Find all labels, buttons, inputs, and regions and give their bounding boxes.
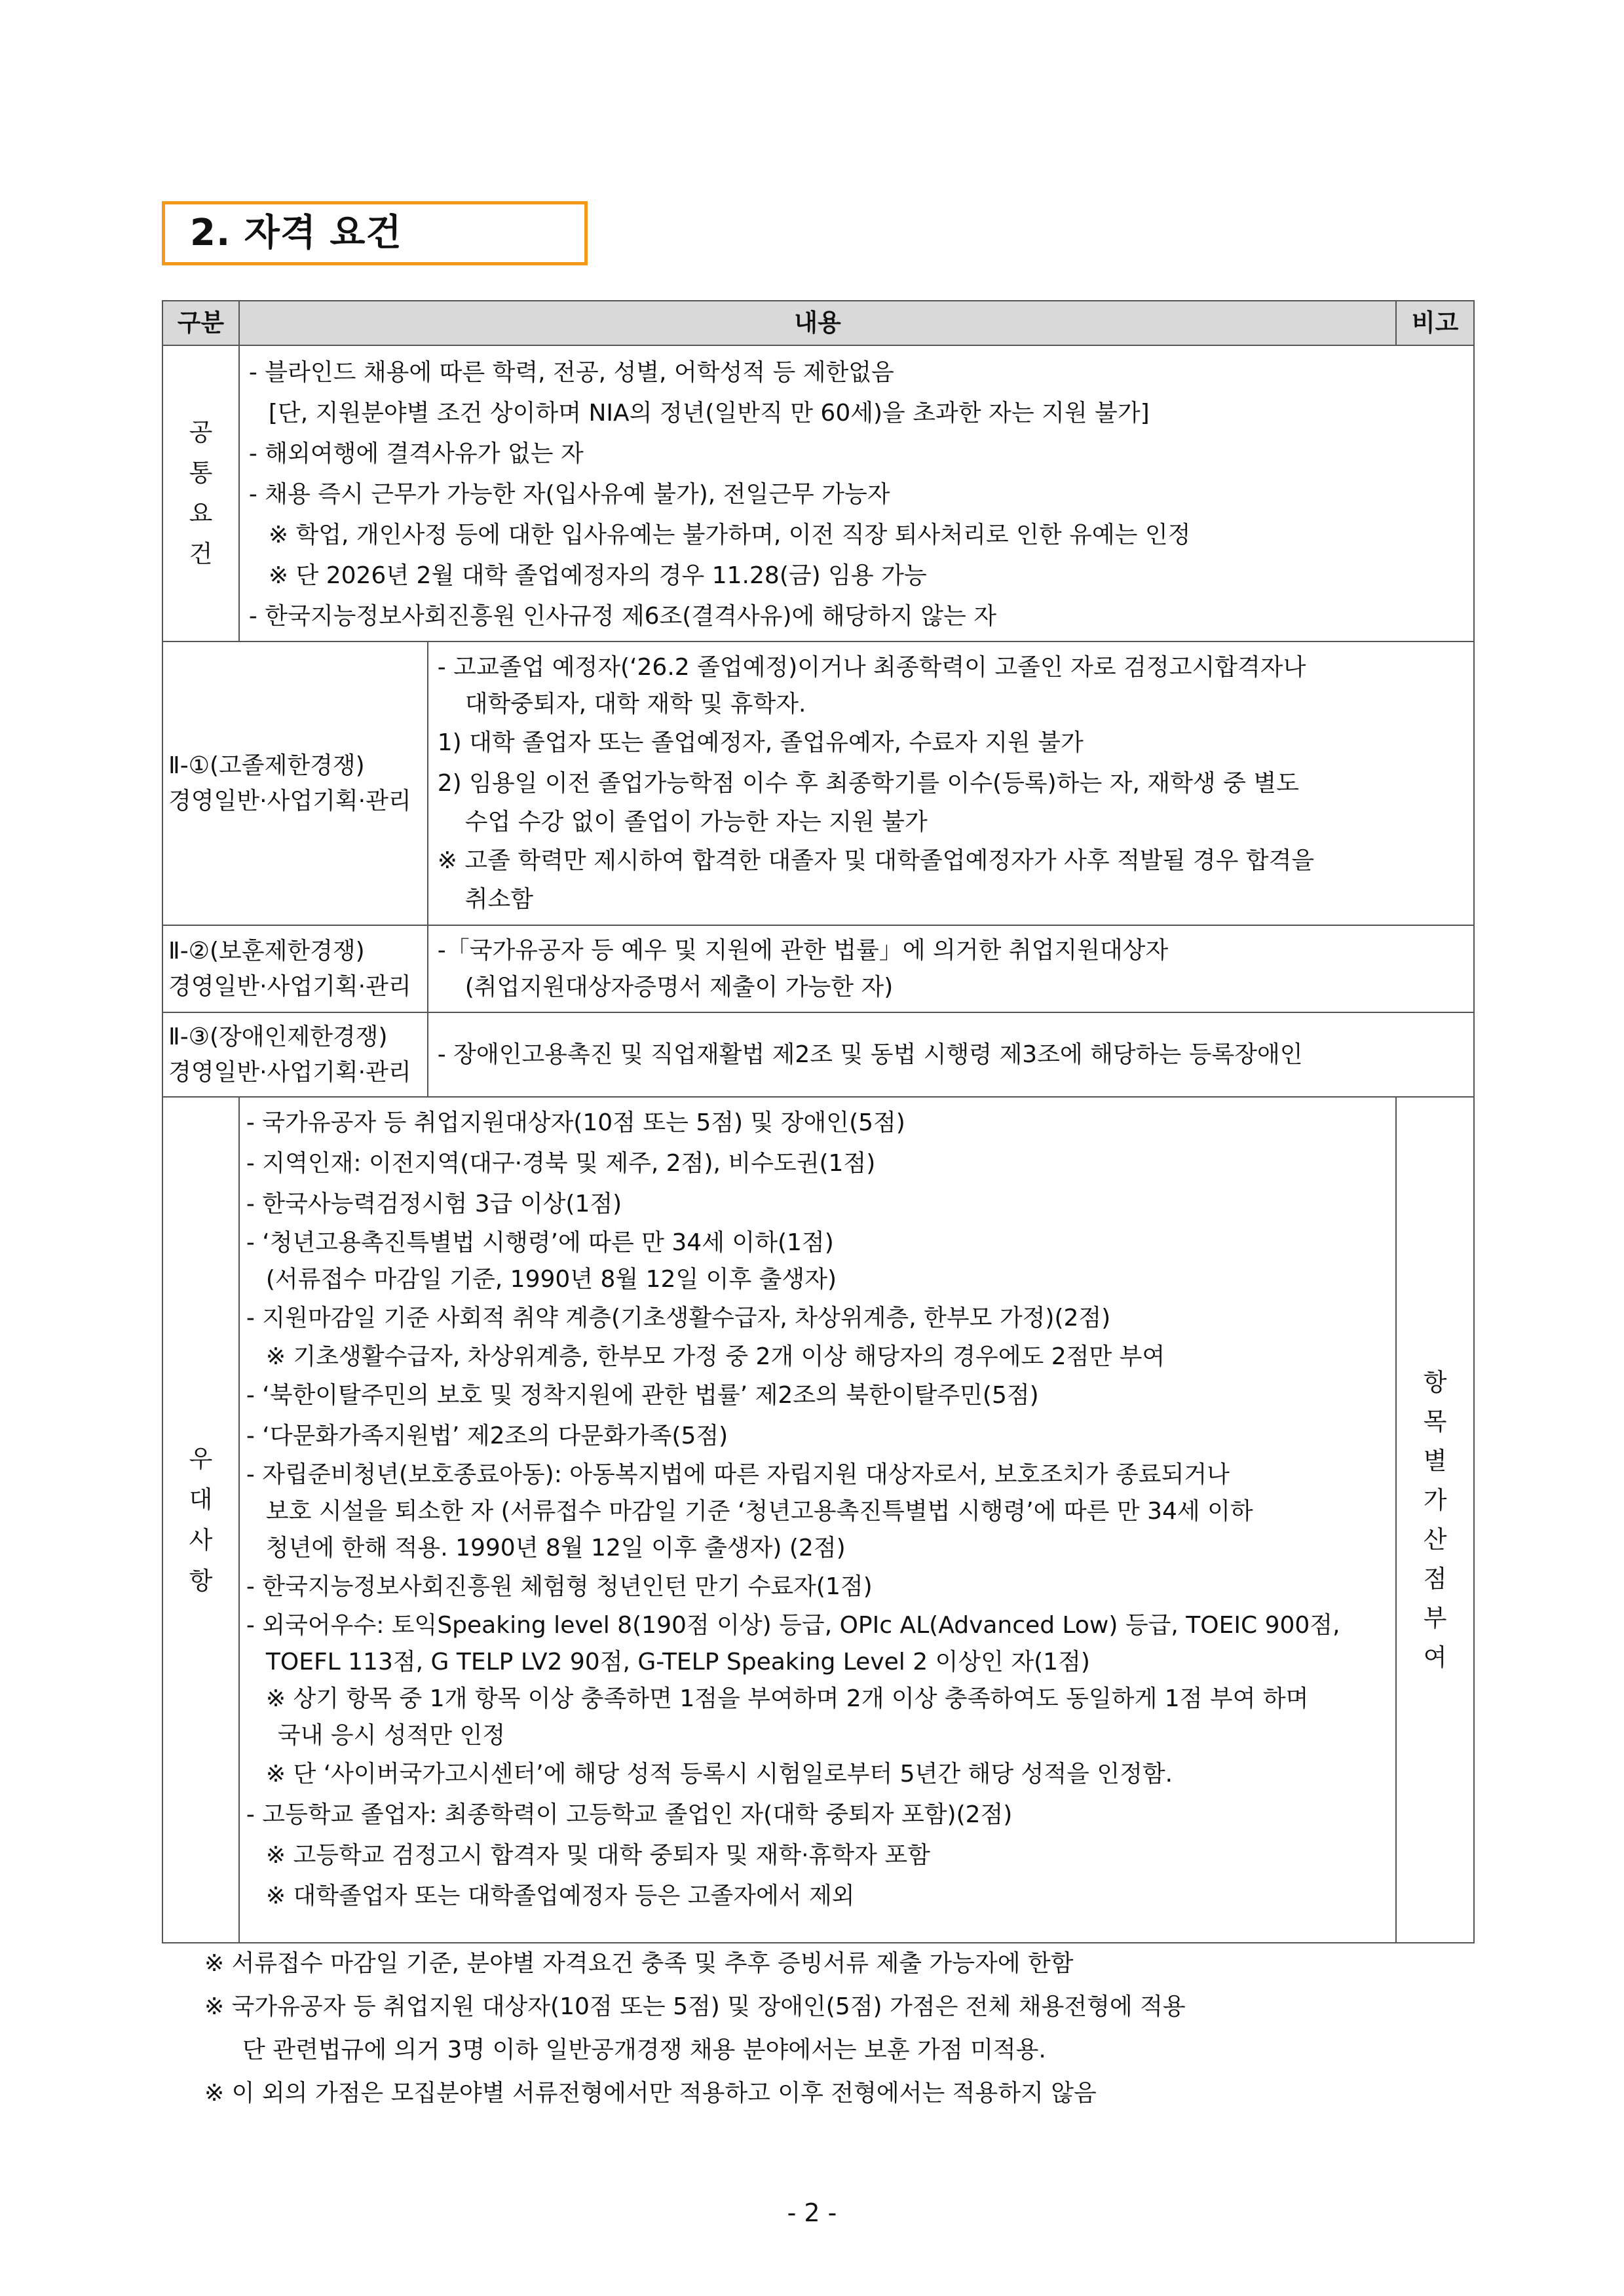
preference-label: 우 대 사 항 (162, 1097, 239, 1943)
list-item: - 국가유공자 등 취업지원대상자(10점 또는 5점) 및 장애인(5점) (246, 1109, 905, 1136)
list-item: 1) 대학 졸업자 또는 졸업예정자, 졸업유예자, 수료자 지원 불가 (437, 729, 1084, 756)
list-item: - 외국어우수: 토익Speaking level 8(190점 이상) 등급, OPIc AL(Advanced Low) 등급, TOEIC 900점, (246, 1612, 1340, 1639)
list-item: 대학중퇴자, 대학 재학 및 휴학자. (464, 690, 806, 718)
footnote: ※ 국가유공자 등 취업지원 대상자(10점 또는 5점) 및 장애인(5점) 가점은 전체 채용전형에 적용 (204, 1993, 1186, 2020)
list-item: - ‘다문화가족지원법’ 제2조의 다문화가족(5점) (246, 1423, 728, 1449)
list-item: ※ 고졸 학력만 제시하여 합격한 대졸자 및 대학졸업예정자가 사후 적발될 경우 합격을 (437, 847, 1315, 874)
table-row-group2 (162, 925, 1474, 1012)
list-item: 보호 시설을 퇴소한 자 (서류접수 마감일 기준 ‘청년고용촉진특별법 시행령’에 따른 만 34세 이하 (265, 1498, 1253, 1525)
group1-label: Ⅱ-①(고졸제한경쟁) 경영일반·사업기획·관리 (162, 641, 428, 925)
list-item: TOEFL 113점, G TELP LV2 90점, G-TELP Speaking Level 2 이상인 자(1점) (265, 1649, 1090, 1675)
list-item: 국내 응시 성적만 인정 (277, 1722, 506, 1749)
preference-content (239, 1097, 1396, 1943)
list-item: - ‘북한이탈주민의 보호 및 정착지원에 관한 법률’ 제2조의 북한이탈주민(5점) (246, 1382, 1039, 1409)
list-item: 수업 수강 없이 졸업이 가능한 자는 지원 불가 (464, 808, 928, 835)
list-item: - 채용 즉시 근무가 가능한 자(입사유예 불가), 전일근무 가능자 (248, 481, 890, 508)
list-item: - 한국사능력검정시험 3급 이상(1점) (246, 1191, 622, 1217)
list-item: - 지원마감일 기준 사회적 취약 계층(기초생활수급자, 차상위계층, 한부모 가정)(2점) (246, 1305, 1111, 1331)
list-item: - 해외여행에 결격사유가 없는 자 (248, 440, 584, 467)
list-item: - 한국지능정보사회진흥원 체험형 청년인턴 만기 수료자(1점) (246, 1573, 873, 1600)
list-item: ※ 대학졸업자 또는 대학졸업예정자 등은 고졸자에서 제외 (265, 1883, 855, 1909)
table-row-common (162, 345, 1474, 641)
list-item: - 지역인재: 이전지역(대구·경북 및 제주, 2점), 비수도권(1점) (246, 1150, 876, 1177)
footnote: ※ 서류접수 마감일 기준, 분야별 자격요건 충족 및 추후 증빙서류 제출 가능자에 한함 (204, 1950, 1074, 1977)
page-number: - 2 - (787, 2198, 837, 2227)
group2-label: Ⅱ-②(보훈제한경쟁) 경영일반·사업기획·관리 (162, 925, 428, 1012)
list-item: [단, 지원분야별 조건 상이하며 NIA의 정년(일반직 만 60세)을 초과한 자는 지원 불가] (268, 400, 1150, 427)
list-item: -「국가유공자 등 예우 및 지원에 관한 법률」에 의거한 취업지원대상자 (437, 936, 1169, 964)
group3-label: Ⅱ-③(장애인제한경쟁) 경영일반·사업기획·관리 (162, 1012, 428, 1097)
list-item: (서류접수 마감일 기준, 1990년 8월 12일 이후 출생자) (265, 1266, 837, 1293)
footnotes (204, 1942, 1186, 2115)
list-item: 청년에 한해 적용. 1990년 8월 12일 이후 출생자) (2점) (265, 1535, 846, 1561)
table-row-group3 (162, 1012, 1474, 1097)
group3-content (428, 1012, 1474, 1097)
list-item: ※ 기초생활수급자, 차상위계층, 한부모 가정 중 2개 이상 해당자의 경우에도 2점만 부여 (265, 1343, 1165, 1370)
list-item: ※ 고등학교 검정고시 합격자 및 대학 중퇴자 및 재학·휴학자 포함 (265, 1842, 930, 1869)
list-item: ※ 학업, 개인사정 등에 대한 입사유예는 불가하며, 이전 직장 퇴사처리로 인한 유예는 인정 (268, 522, 1191, 548)
list-item: ※ 단 ‘사이버국가고시센터’에 해당 성적 등록시 시험일로부터 5년간 해당 성적을 인정함. (265, 1761, 1173, 1788)
list-item: - 장애인고용촉진 및 직업재활법 제2조 및 동법 시행령 제3조에 해당하는 등록장애인 (437, 1041, 1303, 1068)
list-item: ※ 단 2026년 2월 대학 졸업예정자의 경우 11.28(금) 임용 가능 (268, 562, 927, 589)
preference-note: 항 목 별 가 산 점 부 여 (1396, 1097, 1474, 1943)
common-label: 공 통 요 건 (162, 345, 239, 641)
header-note: 비고 (1396, 301, 1474, 345)
list-item: 2) 임용일 이전 졸업가능학점 이수 후 최종학기를 이수(등록)하는 자, 재학생 중 별도 (437, 769, 1299, 797)
list-item: 취소함 (464, 885, 534, 913)
header-category: 구분 (162, 301, 239, 345)
list-item: - 자립준비청년(보호종료아동): 아동복지법에 따른 자립지원 대상자로서, 보호조치가 종료되거나 (246, 1461, 1230, 1488)
footnote: ※ 이 외의 가점은 모집분야별 서류전형에서만 적용하고 이후 전형에서는 적용하지 않음 (204, 2080, 1097, 2107)
section-title: 2. 자격 요건 (162, 201, 588, 265)
list-item: - 블라인드 채용에 따른 학력, 전공, 성별, 어학성적 등 제한없음 (248, 359, 894, 386)
table-header-row (162, 301, 1474, 345)
qualification-table (162, 300, 1475, 1943)
list-item: ※ 상기 항목 중 1개 항목 이상 충족하면 1점을 부여하며 2개 이상 충족하여도 동일하게 1점 부여 하며 (265, 1685, 1309, 1712)
list-item: - 고교졸업 예정자(‘26.2 졸업예정)이거나 최종학력이 고졸인 자로 검정고시합격자나 (437, 653, 1306, 681)
list-item: - 고등학교 졸업자: 최종학력이 고등학교 졸업인 자(대학 중퇴자 포함)(2점) (246, 1801, 1013, 1828)
group2-content (428, 925, 1474, 1012)
footnote: 단 관련법규에 의거 3명 이하 일반공개경쟁 채용 분야에서는 보훈 가점 미적용. (242, 2037, 1046, 2063)
list-item: - 한국지능정보사회진흥원 인사규정 제6조(결격사유)에 해당하지 않는 자 (248, 603, 997, 630)
list-item: - ‘청년고용촉진특별법 시행령’에 따른 만 34세 이하(1점) (246, 1229, 834, 1256)
common-content (239, 345, 1474, 641)
list-item: (취업지원대상자증명서 제출이 가능한 자) (464, 973, 894, 1001)
group1-content (428, 641, 1474, 925)
table-row-preference (162, 1097, 1474, 1943)
header-content: 내용 (239, 301, 1396, 345)
table-row-group1 (162, 641, 1474, 925)
